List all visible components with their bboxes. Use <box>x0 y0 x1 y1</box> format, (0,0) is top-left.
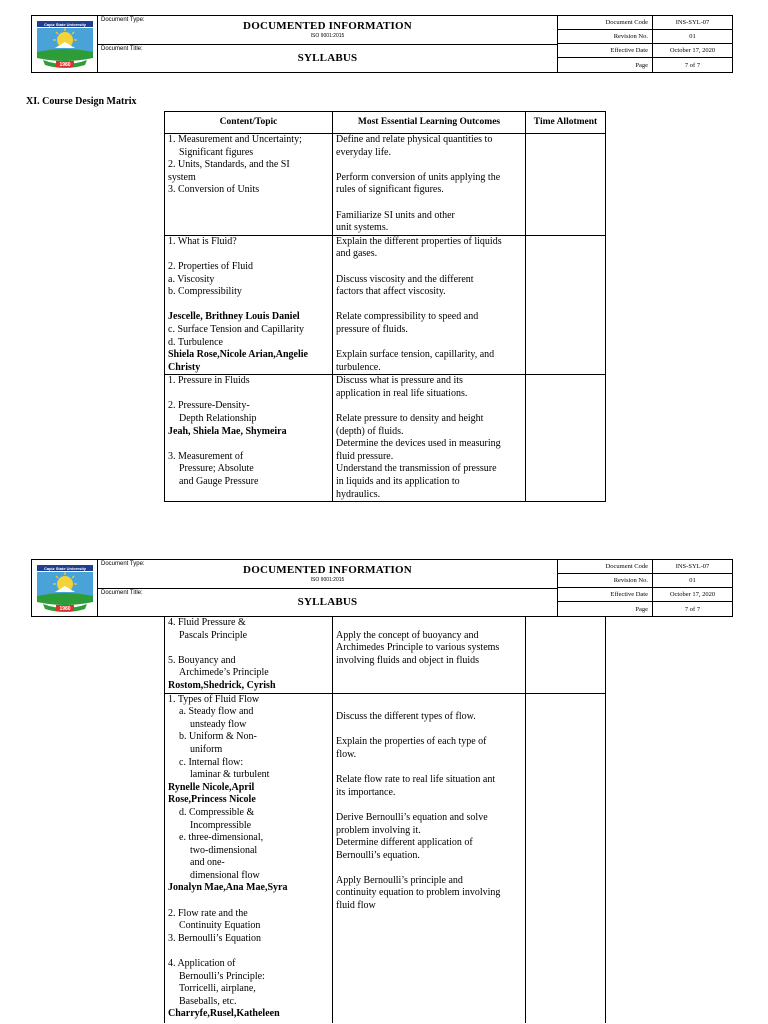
topic-cell: 1. Measurement and Uncertainty; Significant figures 2. Units, Standards, and the SI system 3. Conversion of Units <box>165 134 333 236</box>
outcome-cell: Discuss what is pressure and its application in real life situations. Relate pressure to density and height (depth) of fluids. Determine the devices used in measuring fluid pressure. Understand the transmission of pressure in liquids and its application to hydraulics. <box>333 375 526 502</box>
column-header: Content/Topic <box>165 112 333 134</box>
table-row <box>165 375 606 502</box>
meta-key: Effective Date <box>558 588 653 602</box>
svg-text:1980: 1980 <box>58 606 71 612</box>
meta-value: October 17, 2020 <box>653 44 732 58</box>
time-cell <box>526 235 606 375</box>
doc-type-label: Document Type: <box>101 561 145 567</box>
topic-cell: 1. What is Fluid? 2. Properties of Fluid a. Viscosity b. Compressibility Jescelle, Brithney Louis Daniel c. Surface Tension and Capillarity d. Turbulence Shiela Rose,Nicole Arian,Angelie Christy <box>165 235 333 375</box>
doc-type-label: Document Type: <box>101 17 145 23</box>
meta-key: Document Code <box>558 16 653 30</box>
topic-cell: 1. Pressure in Fluids 2. Pressure-Density- Depth Relationship Jeah, Shiela Mae, Shymeira 3. Measurement of Pressure; Absolute and Gauge Pressure <box>165 375 333 502</box>
table-row <box>165 134 606 236</box>
topic-cell: 4. Fluid Pressure & Pascals Principle 5. Bouyancy and Archimede’s Principle Rostom,Shedrick, Cyrish <box>165 617 333 693</box>
doc-type: DOCUMENTED INFORMATION <box>243 20 412 33</box>
meta-key: Document Code <box>558 560 653 574</box>
meta-value: October 17, 2020 <box>653 588 732 602</box>
meta-value: 01 <box>653 30 732 44</box>
table-row <box>165 235 606 375</box>
document-header <box>31 15 733 73</box>
meta-key: Revision No. <box>558 30 653 44</box>
meta-key: Effective Date <box>558 44 653 58</box>
document-meta <box>558 560 732 616</box>
meta-key: Page <box>558 602 653 616</box>
iso-standard: ISO 9001:2015 <box>310 577 345 584</box>
time-cell <box>526 693 606 1023</box>
meta-value: 01 <box>653 574 732 588</box>
meta-key: Page <box>558 58 653 72</box>
time-cell <box>526 375 606 502</box>
outcome-cell: Apply the concept of buoyancy and Archimedes Principle to various systems involving fluids and object in fluids <box>333 617 526 693</box>
university-logo-cell <box>32 560 98 616</box>
meta-value: INS-SYL-07 <box>653 16 732 30</box>
time-cell <box>526 617 606 693</box>
topic-cell: 1. Types of Fluid Flow a. Steady flow and unsteady flow b. Uniform & Non- uniform c. Internal flow: laminar & turbulent Rynelle Nicole,April Rose,Princess Nicole d. Compressible & Incompressible e. three-dimensional, two-dimensional and one- dimensional flow Jonalyn Mae,Ana Mae,Syra 2. Flow rate and the Continuity Equation 3. Bernoulli’s Equation 4. Application of Bernoulli’s Principle: Torricelli, airplane, Baseballs, etc. Charryfe,Rusel,Katheleen <box>165 693 333 1023</box>
section-title: XI. Course Design Matrix <box>26 96 137 107</box>
document-header <box>31 559 733 617</box>
course-design-matrix-continued <box>164 617 606 1023</box>
course-design-matrix <box>164 111 606 502</box>
time-cell <box>526 134 606 236</box>
column-header: Most Essential Learning Outcomes <box>333 112 526 134</box>
svg-text:Capiz State University: Capiz State University <box>43 22 86 27</box>
doc-title-label: Document Title: <box>101 589 143 596</box>
outcome-cell: Explain the different properties of liquids and gases. Discuss viscosity and the different factors that affect viscosity. Relate compressibility to speed and pressure of fluids. Explain surface tension, capillarity, and turbulence. <box>333 235 526 375</box>
svg-text:Capiz State University: Capiz State University <box>43 566 86 571</box>
doc-title-label: Document Title: <box>101 45 143 52</box>
doc-type: DOCUMENTED INFORMATION <box>243 564 412 577</box>
doc-title: SYLLABUS <box>297 52 358 65</box>
university-logo-icon <box>35 562 95 614</box>
outcome-cell: Define and relate physical quantities to everyday life. Perform conversion of units applying the rules of significant figures. Familiarize SI units and other unit systems. <box>333 134 526 236</box>
iso-standard: ISO 9001:2015 <box>310 33 345 40</box>
meta-key: Revision No. <box>558 574 653 588</box>
meta-value: 7 of 7 <box>684 61 701 69</box>
table-row <box>165 617 606 693</box>
doc-title: SYLLABUS <box>297 596 358 609</box>
column-header: Time Allotment <box>526 112 606 134</box>
document-meta <box>558 16 732 72</box>
university-logo-icon <box>35 18 95 70</box>
svg-text:1980: 1980 <box>58 62 71 68</box>
table-row <box>165 693 606 1023</box>
meta-value: 7 of 7 <box>684 605 701 613</box>
university-logo-cell <box>32 16 98 72</box>
outcome-cell: Discuss the different types of flow. Explain the properties of each type of flow. Relate flow rate to real life situation ant its importance. Derive Bernoulli’s equation and solve problem involving it. Determine different application of Bernoulli’s equation. Apply Bernoulli’s principle and continuity equation to problem involving fluid flow <box>333 693 526 1023</box>
meta-value: INS-SYL-07 <box>653 560 732 574</box>
